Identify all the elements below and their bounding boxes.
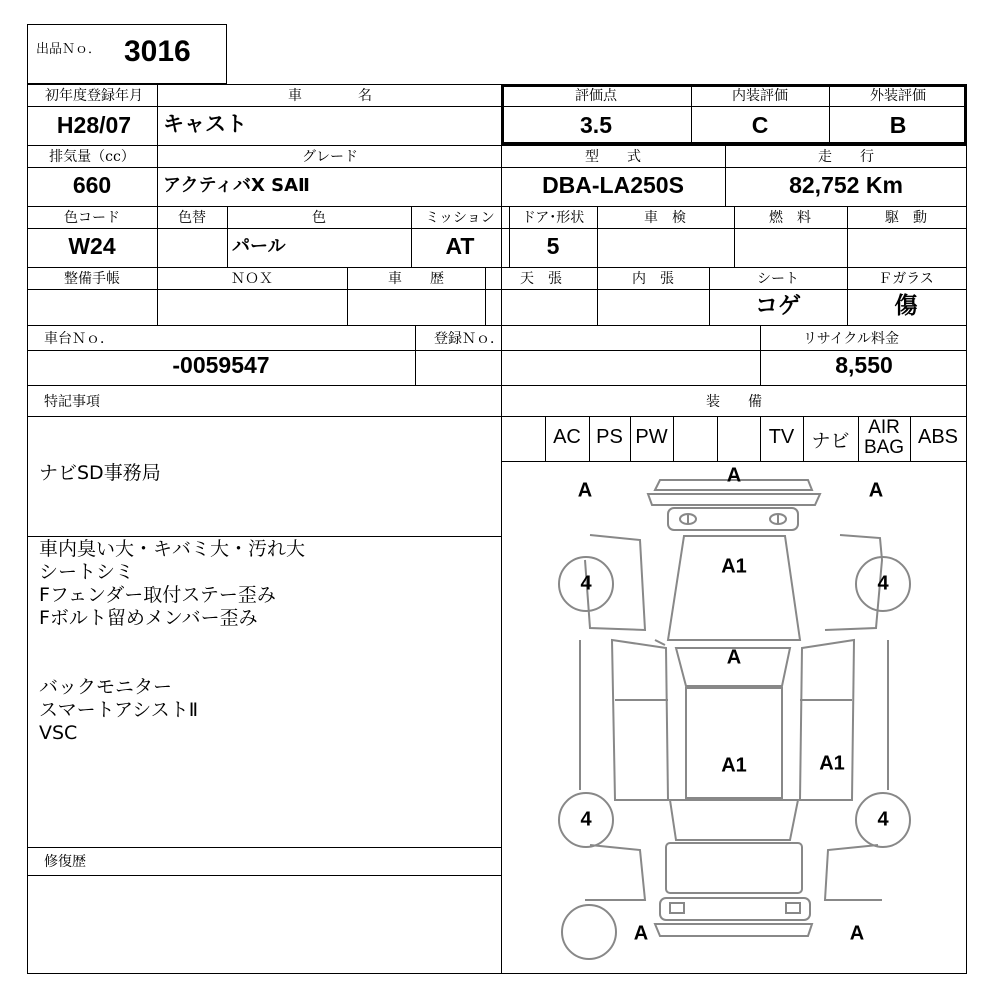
equip-abs: ABS <box>917 426 959 448</box>
damage-front-left: A <box>577 479 593 502</box>
damage-rear-left: A <box>633 922 649 945</box>
nox-label: ＮＯＸ <box>231 271 273 287</box>
notes-line-1: ナビSD事務局 <box>39 462 161 484</box>
damage-front-right: A <box>868 479 884 502</box>
glass-value: 傷 <box>894 293 918 319</box>
displacement-value: 660 <box>72 172 112 198</box>
drive-label: 駆 動 <box>885 210 927 226</box>
ceiling-label: 天 張 <box>520 271 562 287</box>
car-name-value: キャスト <box>163 112 247 136</box>
recycle-label: リサイクル料金 <box>802 331 900 347</box>
reg-date-value: H28/07 <box>56 112 132 138</box>
color-code-value: W24 <box>68 233 116 259</box>
mission-value: AT <box>445 233 475 259</box>
glass-label: Ｆガラス <box>878 271 934 287</box>
color-label: 色 <box>312 210 326 226</box>
mileage-label: 走 行 <box>818 149 874 165</box>
damage-hood: A1 <box>721 555 747 578</box>
lot-label: 出品Ｎｏ． <box>36 42 102 57</box>
note-line: Fボルト留めメンバー歪み <box>39 607 258 629</box>
damage-front-bumper: A <box>726 464 742 487</box>
repair-history-label: 修復歴 <box>44 854 86 870</box>
repaint-label: 色替 <box>178 210 206 226</box>
door-value: 5 <box>546 233 560 259</box>
interior-label: 内装評価 <box>732 88 788 104</box>
equip-tv: TV <box>768 426 795 448</box>
displacement-label: 排気量（cc） <box>49 149 135 165</box>
lot-number: 3016 <box>124 35 191 68</box>
equip-navi: ナビ <box>811 430 850 452</box>
grade-label: グレード <box>302 149 358 165</box>
note-line: VSC <box>39 722 78 744</box>
inner-label: 内 張 <box>632 271 674 287</box>
tire-fr-value: 4 <box>877 572 889 595</box>
notes-label: 特記事項 <box>44 394 100 410</box>
chassis-value: -0059547 <box>172 352 270 378</box>
door-label: ドア･形状 <box>521 210 585 226</box>
tire-fl-value: 4 <box>580 572 592 595</box>
color-value: パール <box>232 236 286 257</box>
seat-value: コゲ <box>755 293 801 319</box>
note-line: Fフェンダー取付ステー歪み <box>39 584 276 606</box>
model-value: DBA-LA250S <box>542 172 684 198</box>
tire-rr-value: 4 <box>877 808 889 831</box>
reg-date-label: 初年度登録年月 <box>45 88 143 104</box>
note-line: バックモニター <box>39 676 173 698</box>
tire-rl-value: 4 <box>580 808 592 831</box>
interior-value: C <box>751 112 769 138</box>
exterior-value: B <box>889 112 907 138</box>
score-value: 3.5 <box>580 112 612 138</box>
equip-airbag: AIR BAG <box>863 417 905 458</box>
damage-windshield: A <box>726 646 742 669</box>
equip-pw: PW <box>635 426 668 448</box>
manual-label: 整備手帳 <box>64 271 120 287</box>
fuel-label: 燃 料 <box>769 210 811 226</box>
inspection-label: 車 検 <box>644 210 686 226</box>
recycle-value: 8,550 <box>835 352 893 378</box>
chassis-label: 車台Ｎｏ． <box>44 331 114 347</box>
seat-label: シート <box>757 271 799 287</box>
equipment-label: 装 備 <box>706 394 762 410</box>
exterior-label: 外装評価 <box>870 88 926 104</box>
damage-right-side: A1 <box>819 752 845 775</box>
note-line: シートシミ <box>39 561 135 583</box>
color-code-label: 色コード <box>64 210 120 226</box>
damage-rear-right: A <box>849 922 865 945</box>
note-line: スマートアシストⅡ <box>39 699 199 721</box>
note-line: 車内臭い大・キバミ大・汚れ大 <box>39 538 306 560</box>
equip-ac: AC <box>553 426 581 448</box>
damage-roof: A1 <box>721 754 747 777</box>
mileage-value: 82,752 Km <box>789 172 903 198</box>
history-label: 車 歴 <box>388 271 444 287</box>
score-label: 評価点 <box>575 88 617 104</box>
mission-label: ミッション <box>425 210 495 226</box>
car-name-label: 車 名 <box>288 88 372 104</box>
grade-value: アクティバX SAⅡ <box>163 175 310 196</box>
regno-label: 登録Ｎｏ． <box>434 331 504 347</box>
model-label: 型 式 <box>585 149 641 165</box>
equip-ps: PS <box>596 426 623 448</box>
